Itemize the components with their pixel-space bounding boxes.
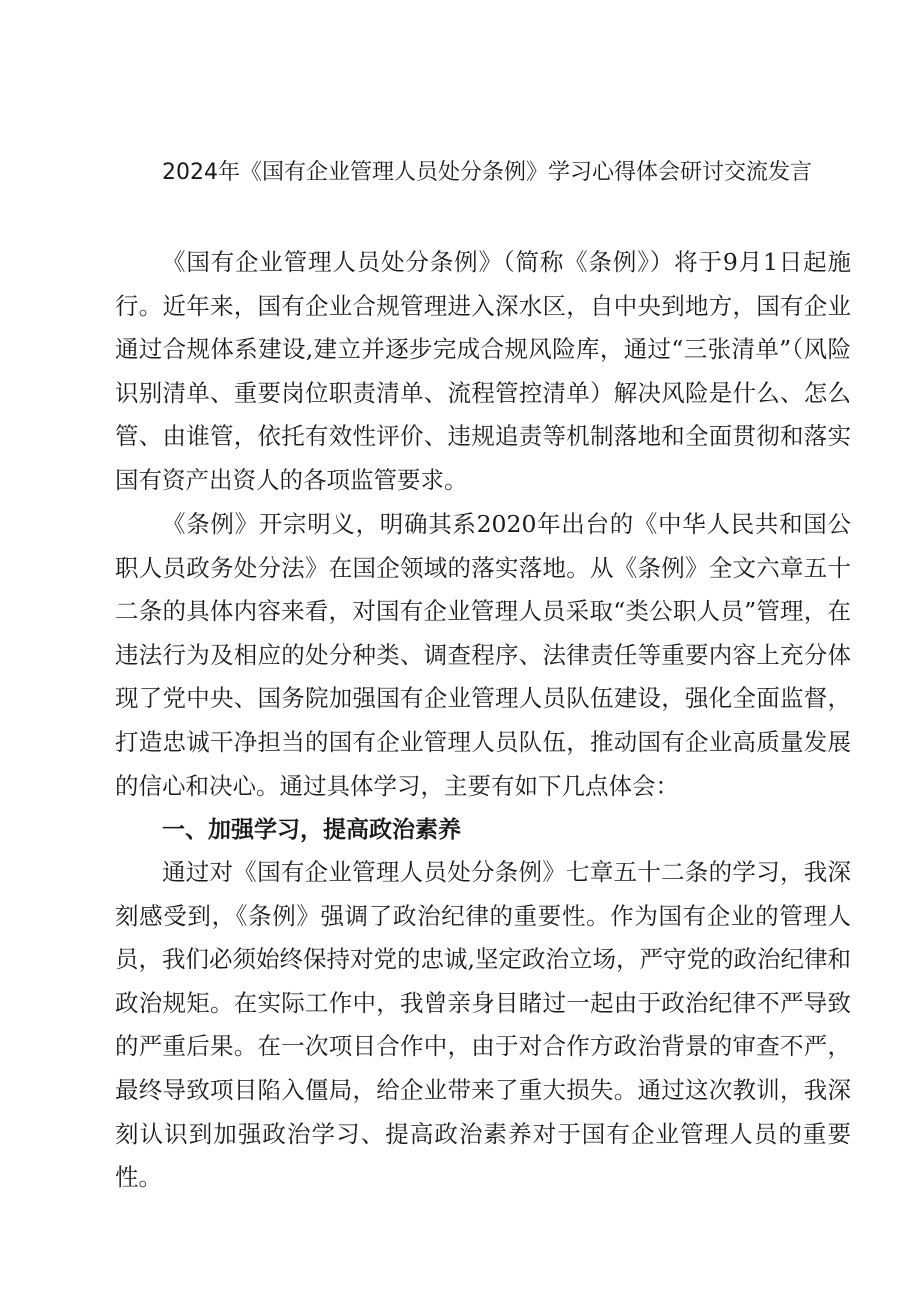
- document-title: 2024年《国有企业管理人员处分条例》学习心得体会研讨交流发言: [162, 160, 812, 185]
- section-paragraph: 通过对《国有企业管理人员处分条例》七章五十二条的学习，我深刻感受到，《条例》强调了政治纪律的重要性。作为国有企业的管理人员，我们必须始终保持对党的忠诚,坚定政治立场，严守党的政治纪律和政治规矩。在实际工作中，我曾亲身目睹过一起由于政治纪律不严导致的严重后果。在一次项目合作中，由于对合作方政治背景的审查不严，最终导致项目陷入僵局，给企业带来了重大损失。通过这次教训，我深刻认识到加强政治学习、提高政治素养对于国有企业管理人员的重要性。: [115, 858, 851, 1192]
- intro-paragraph-2: 《条例》开宗明义，明确其系2020年出台的《中华人民共和国公职人员政务处分法》在国企领域的落实落地。从《条例》全文六章五十二条的具体内容来看，对国有企业管理人员采取“类公职人员”管理，在违法行为及相应的处分种类、调查程序、法律责任等重要内容上充分体现了党中央、国务院加强国有企业管理人员队伍建设，强化全面监督，打造忠诚干净担当的国有企业管理人员队伍，推动国有企业高质量发展的信心和决心。通过具体学习，主要有如下几点体会：: [115, 510, 851, 800]
- section-heading: 一、加强学习，提高政治素养: [162, 817, 461, 843]
- intro-paragraph-1: 《国有企业管理人员处分条例》（简称《条例》）将于9月1日起施行。近年来，国有企业合规管理进入深水区，自中央到地方，国有企业通过合规体系建设,建立并逐步完成合规风险库，通过“三张清单”（风险识别清单、重要岗位职责清单、流程管控清单）解决风险是什么、怎么管、由谁管，依托有效性评价、违规追责等机制落地和全面贯彻和落实国有资产出资人的各项监管要求。: [115, 248, 851, 494]
